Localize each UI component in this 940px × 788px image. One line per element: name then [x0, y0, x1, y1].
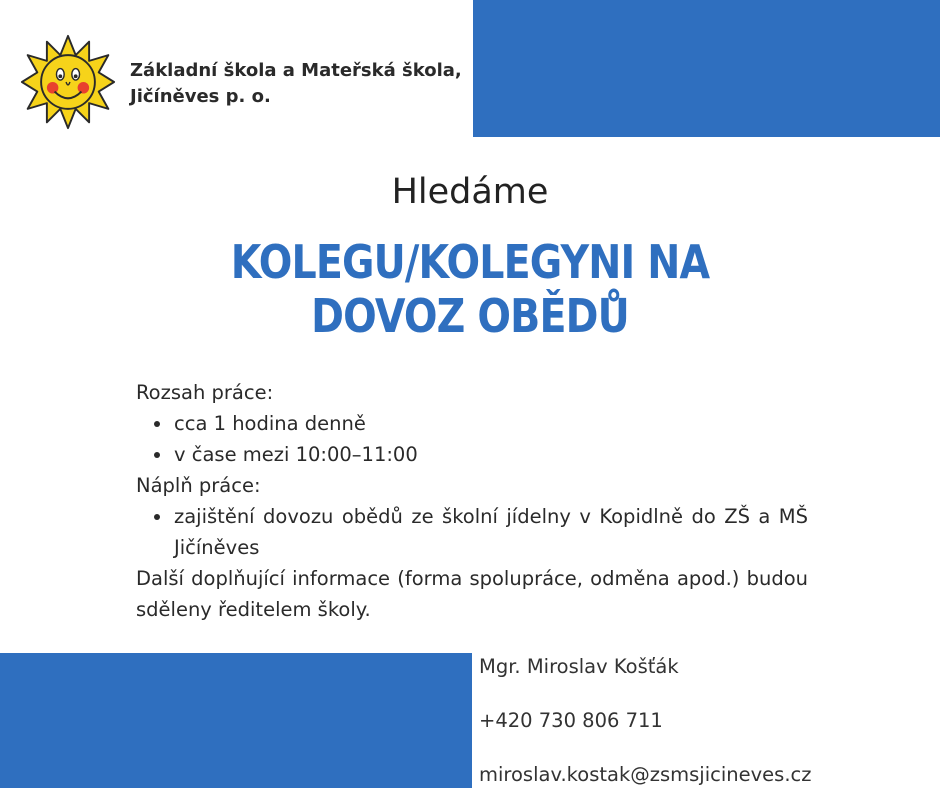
school-name	[130, 58, 462, 110]
scope-label: Rozsah práce:	[136, 381, 274, 404]
headline-line1: KOLEGU/KOLEGYNI NA	[230, 235, 710, 289]
subtitle: Hledáme	[391, 172, 549, 212]
duties-list	[136, 501, 808, 563]
headline	[66, 235, 874, 343]
scope-list	[136, 408, 808, 470]
contact-phone[interactable]: +420 730 806 711	[479, 709, 663, 732]
bottom-blue-banner	[0, 653, 472, 788]
headline-line2: DOVOZ OBĚDŮ	[311, 289, 629, 343]
duties-label: Náplň práce:	[136, 474, 261, 497]
top-blue-banner	[473, 0, 940, 137]
job-description	[136, 377, 808, 625]
list-item: cca 1 hodina denně	[174, 408, 808, 439]
school-name-line2: Jičíněves p. o.	[130, 86, 271, 107]
contact-email[interactable]: miroslav.kostak@zsmsjicineves.cz	[479, 763, 812, 786]
list-item: zajištění dovozu obědů ze školní jídelny v Kopidlně do ZŠ a MŠ Jičíněves	[174, 501, 808, 563]
contact-name: Mgr. Miroslav Košťák	[479, 655, 679, 678]
extra-info: Další doplňující informace (forma spolupráce, odměna apod.) budou sděleny ředitelem školy.	[136, 567, 808, 621]
school-name-line1: Základní škola a Mateřská škola,	[130, 60, 462, 81]
list-item: v čase mezi 10:00–11:00	[174, 439, 808, 470]
sun-smiley-logo-icon	[20, 34, 116, 130]
